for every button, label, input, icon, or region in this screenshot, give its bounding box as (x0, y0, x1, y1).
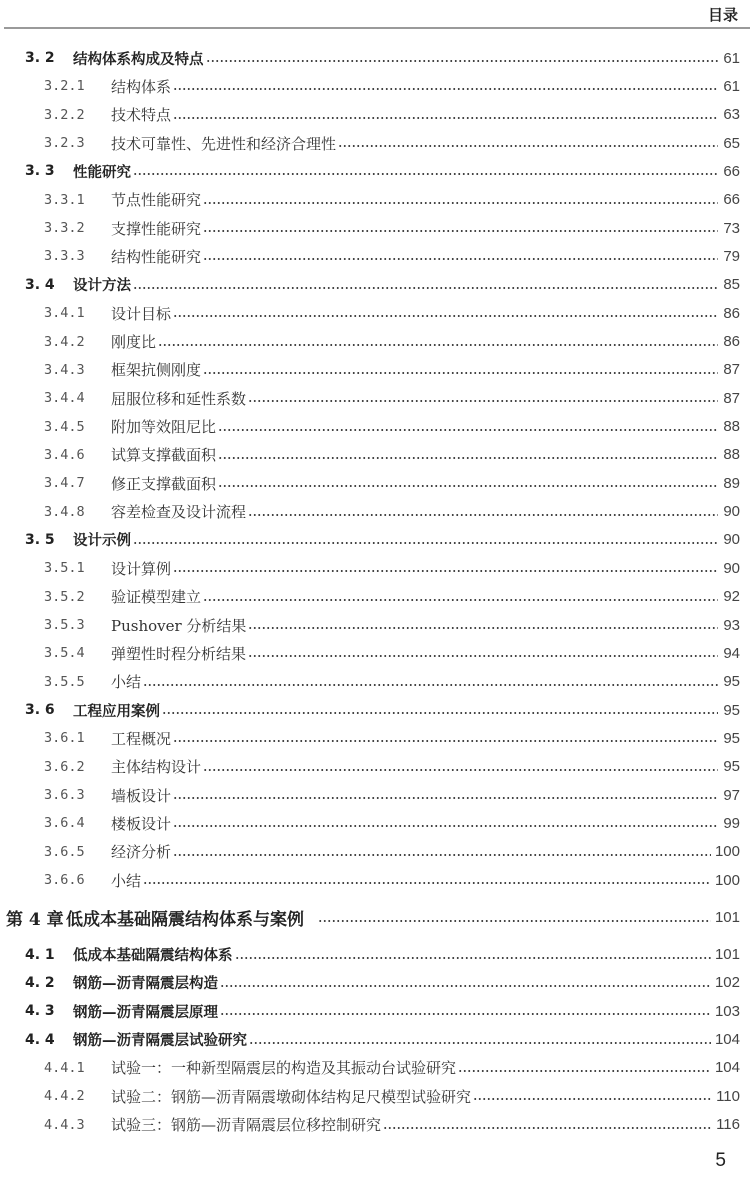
entry-number: 3.2.2 (44, 106, 85, 123)
dot-leader (235, 944, 711, 966)
toc-subsection[interactable] (0, 104, 740, 126)
entry-page: 89 (723, 474, 740, 492)
entry-title: 试验二：钢筋—沥青隔震墩砌体结构足尺模型试验研究 (111, 1087, 472, 1106)
entry-number: 3. 4 (25, 276, 55, 293)
entry-number: 3.4.4 (44, 390, 85, 407)
entry-title: 支撑性能研究 (111, 219, 202, 238)
entry-page: 79 (723, 247, 740, 265)
entry-page: 65 (723, 134, 740, 152)
entry-number: 3.6.5 (44, 843, 85, 860)
entry-title: 验证模型建立 (111, 588, 202, 607)
toc-section[interactable] (0, 274, 740, 296)
entry-page: 63 (723, 106, 740, 124)
entry-number: 3.3.3 (44, 248, 85, 265)
dot-leader (218, 416, 718, 438)
entry-title: 试验三：钢筋—沥青隔震层位移控制研究 (111, 1116, 382, 1135)
entry-title: 设计示例 (73, 533, 131, 550)
dot-leader (173, 302, 718, 324)
entry-number: 3. 6 (25, 702, 55, 719)
dot-leader (133, 529, 718, 551)
entry-title: 设计算例 (111, 559, 172, 578)
entry-title: 技术特点 (111, 106, 172, 125)
entry-page: 100 (714, 871, 740, 889)
toc-subsection[interactable] (0, 671, 740, 693)
toc-subsection[interactable] (0, 302, 740, 324)
entry-title: Pushover 分析结果 (111, 616, 247, 635)
entry-page: 103 (714, 1002, 740, 1020)
entry-title: 工程概况 (111, 729, 172, 748)
entry-title: 结构体系 (111, 77, 172, 96)
entry-number: 3.4.8 (44, 503, 85, 520)
toc-subsection[interactable] (0, 416, 740, 438)
entry-title: 技术可靠性、先进性和经济合理性 (111, 134, 337, 153)
entry-title: 小结 (111, 673, 142, 692)
toc-subsection[interactable] (0, 359, 740, 381)
toc-subsection[interactable] (0, 501, 740, 523)
entry-number: 3.4.2 (44, 333, 85, 350)
dot-leader (173, 727, 718, 749)
entry-page: 95 (723, 729, 740, 747)
toc-subsection[interactable] (0, 1057, 740, 1079)
toc-subsection[interactable] (0, 586, 740, 608)
toc-subsection[interactable] (0, 75, 740, 97)
entry-number: 3.6.3 (44, 787, 85, 804)
entry-title: 设计方法 (73, 278, 131, 295)
entry-number: 3.2.3 (44, 135, 85, 152)
entry-title: 楼板设计 (111, 814, 172, 833)
entry-number: 3. 5 (25, 531, 55, 548)
entry-page: 90 (723, 559, 740, 577)
entry-number: 4. 2 (25, 974, 55, 991)
toc-subsection[interactable] (0, 1114, 740, 1136)
entry-title: 钢筋—沥青隔震层试验研究 (73, 1033, 247, 1050)
entry-number: 3.3.2 (44, 220, 85, 237)
toc-subsection[interactable] (0, 387, 740, 409)
dot-leader (220, 972, 711, 994)
dot-leader (133, 160, 718, 182)
entry-number: 3.5.3 (44, 617, 85, 633)
entry-page: 88 (723, 446, 740, 464)
entry-number: 4.4.2 (44, 1088, 85, 1105)
entry-title: 修正支撑截面积 (111, 474, 217, 493)
entry-page: 66 (723, 191, 740, 209)
entry-title: 钢筋—沥青隔震层原理 (73, 1004, 218, 1021)
toc-subsection[interactable] (0, 472, 740, 494)
entry-title: 试算支撑截面积 (111, 446, 217, 465)
dot-leader (338, 132, 718, 154)
entry-title: 试验一：一种新型隔震层的构造及其振动台试验研究 (111, 1059, 457, 1078)
toc-subsection[interactable] (0, 841, 740, 863)
entry-page: 104 (714, 1031, 740, 1049)
toc-section[interactable] (0, 47, 740, 69)
entry-number: 3.6.4 (44, 815, 85, 832)
entry-title: 钢筋—沥青隔震层构造 (73, 976, 218, 993)
entry-number: 4. 3 (25, 1003, 55, 1020)
toc-subsection[interactable] (0, 1085, 740, 1107)
entry-number: 3.5.2 (44, 588, 85, 605)
dot-leader (458, 1057, 711, 1079)
entry-page: 87 (723, 361, 740, 379)
toc-section[interactable] (0, 1029, 740, 1051)
entry-page: 90 (723, 503, 740, 521)
entry-number: 3.5.5 (44, 673, 85, 690)
dot-leader (383, 1114, 712, 1136)
entry-page: 95 (723, 701, 740, 719)
entry-number: 3.4.7 (44, 475, 85, 492)
entry-number: 3.2.1 (44, 78, 85, 95)
toc-subsection[interactable] (0, 614, 740, 636)
toc-subsection[interactable] (0, 217, 740, 239)
dot-leader (248, 387, 718, 409)
entry-number: 4. 4 (25, 1031, 55, 1048)
entry-number: 3.4.6 (44, 446, 85, 463)
entry-number: 3.5.4 (44, 645, 85, 662)
entry-page: 86 (723, 333, 740, 350)
entry-page: 95 (723, 758, 740, 776)
entry-number: 第 4 章 (6, 910, 64, 930)
entry-page: 101 (714, 909, 740, 926)
dot-leader (173, 812, 718, 834)
entry-page: 66 (723, 162, 740, 180)
entry-title: 工程应用案例 (73, 703, 160, 720)
dot-leader (143, 671, 718, 693)
dot-leader (206, 47, 719, 69)
entry-title: 结构性能研究 (111, 247, 202, 266)
entry-title: 主体结构设计 (111, 758, 202, 777)
dot-leader (173, 104, 718, 126)
dot-leader (173, 75, 718, 97)
dot-leader (218, 472, 718, 494)
toc-subsection[interactable] (0, 331, 740, 353)
running-header: 目录 (707, 6, 738, 24)
entry-page: 73 (723, 219, 740, 237)
toc-subsection[interactable] (0, 245, 740, 267)
entry-number: 3.4.3 (44, 361, 85, 378)
dot-leader (158, 331, 718, 353)
entry-page: 90 (723, 531, 740, 549)
entry-number: 4.4.1 (44, 1059, 85, 1076)
entry-title: 小结 (111, 871, 142, 890)
toc-subsection[interactable] (0, 642, 740, 664)
dot-leader (220, 1000, 711, 1022)
dot-leader (203, 189, 718, 211)
toc-subsection[interactable] (0, 557, 740, 579)
entry-number: 3.4.1 (44, 305, 85, 322)
dot-leader (248, 614, 718, 636)
entry-page: 88 (723, 418, 740, 436)
entry-page: 110 (716, 1087, 740, 1105)
entry-page: 102 (714, 974, 740, 992)
dot-leader (143, 869, 711, 891)
entry-number: 3.6.1 (44, 730, 85, 747)
entry-number: 4. 1 (25, 946, 55, 963)
toc-subsection[interactable] (0, 812, 740, 834)
entry-title: 框架抗侧刚度 (111, 361, 202, 380)
entry-page: 104 (714, 1059, 740, 1077)
entry-page: 116 (716, 1116, 740, 1134)
toc-subsection[interactable] (0, 189, 740, 211)
entry-number: 3.6.6 (44, 872, 85, 889)
entry-title: 屈服位移和延性系数 (111, 389, 247, 408)
toc-section[interactable] (0, 699, 740, 721)
entry-title: 性能研究 (73, 164, 131, 181)
toc-subsection[interactable] (0, 869, 740, 891)
entry-number: 3. 3 (25, 163, 55, 180)
dot-leader (203, 245, 718, 267)
dot-leader (318, 907, 711, 929)
toc-subsection[interactable] (0, 727, 740, 749)
entry-page: 101 (714, 946, 740, 963)
entry-page: 61 (723, 49, 740, 67)
dot-leader (248, 501, 718, 523)
entry-title: 经济分析 (111, 843, 172, 862)
dot-leader (203, 359, 718, 381)
dot-leader (218, 444, 718, 466)
entry-number: 4.4.3 (44, 1116, 85, 1133)
dot-leader (203, 586, 718, 608)
entry-title: 附加等效阻尼比 (111, 418, 217, 437)
entry-number: 3.3.1 (44, 191, 85, 208)
toc-section[interactable] (0, 944, 740, 966)
dot-leader (173, 557, 718, 579)
entry-number: 3.4.5 (44, 418, 85, 435)
toc-section[interactable] (0, 529, 740, 551)
entry-title: 墙板设计 (111, 786, 172, 805)
entry-title: 低成本基础隔震结构体系与案例 (66, 910, 304, 930)
entry-page: 86 (723, 304, 740, 322)
toc-section[interactable] (0, 160, 740, 182)
entry-page: 100 (714, 843, 740, 861)
entry-page: 92 (723, 588, 740, 606)
dot-leader (162, 699, 718, 721)
toc-chapter[interactable] (0, 907, 740, 929)
toc-subsection[interactable] (0, 444, 740, 466)
toc-subsection[interactable] (0, 132, 740, 154)
header-rule (4, 27, 750, 29)
entry-page: 93 (723, 616, 740, 634)
entry-page: 94 (723, 644, 740, 662)
entry-title: 节点性能研究 (111, 191, 202, 210)
entry-page: 97 (723, 786, 740, 804)
toc-section[interactable] (0, 1000, 740, 1022)
entry-title: 容差检查及设计流程 (111, 503, 247, 522)
toc-subsection[interactable] (0, 784, 740, 806)
dot-leader (248, 642, 718, 664)
dot-leader (249, 1029, 711, 1051)
entry-page: 61 (723, 77, 740, 95)
entry-title: 弹塑性时程分析结果 (111, 644, 247, 663)
dot-leader (203, 756, 718, 778)
entry-page: 87 (723, 389, 740, 407)
toc-subsection[interactable] (0, 756, 740, 778)
entry-title: 结构体系构成及特点 (73, 51, 204, 68)
entry-title: 刚度比 (111, 333, 157, 351)
entry-title: 设计目标 (111, 304, 172, 323)
page-number: 5 (715, 1150, 726, 1171)
dot-leader (133, 274, 718, 296)
entry-number: 3.6.2 (44, 758, 85, 775)
entry-number: 3. 2 (25, 50, 55, 66)
entry-page: 99 (723, 814, 740, 832)
dot-leader (203, 217, 718, 239)
entry-title: 低成本基础隔震结构体系 (73, 948, 233, 964)
dot-leader (173, 841, 711, 863)
dot-leader (173, 784, 718, 806)
entry-page: 95 (723, 673, 740, 691)
entry-page: 85 (723, 276, 740, 294)
dot-leader (473, 1085, 712, 1107)
entry-number: 3.5.1 (44, 560, 85, 577)
toc-section[interactable] (0, 972, 740, 994)
